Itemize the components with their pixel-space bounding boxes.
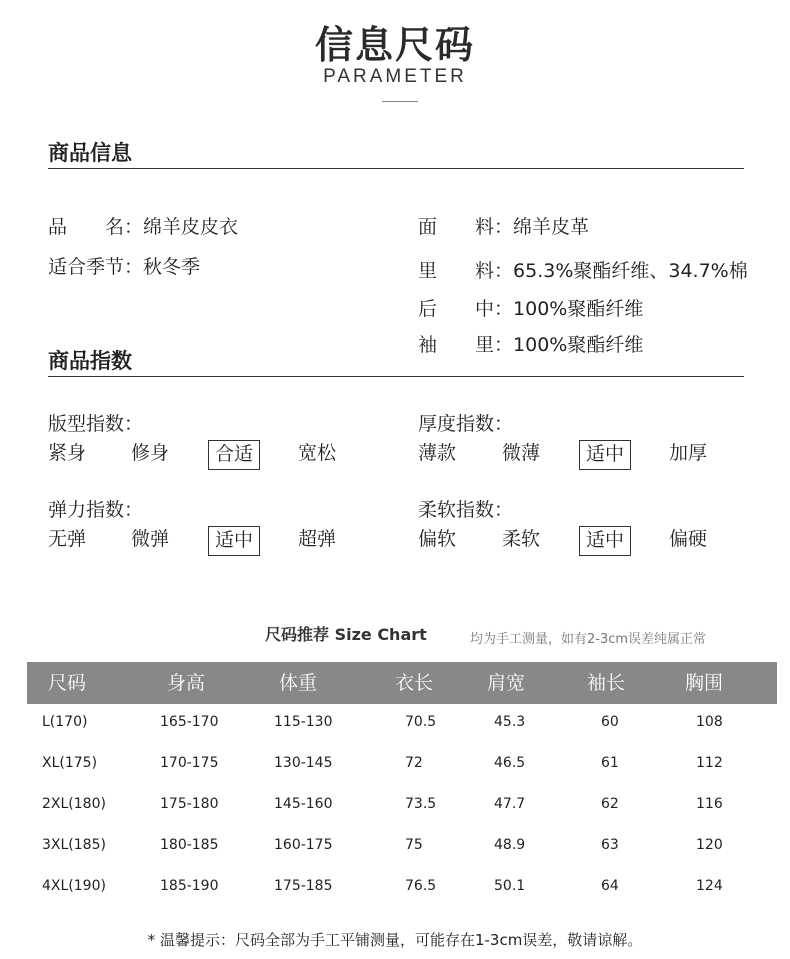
table-cell: 47.7 (494, 796, 526, 812)
info-value: 100%聚酯纤维 (513, 334, 644, 356)
table-cell: 64 (601, 878, 619, 894)
column-header: 尺码 (48, 672, 87, 694)
index-option-selected: 适中 (579, 526, 631, 556)
product-index-divider (48, 376, 744, 377)
column-header: 肩宽 (487, 672, 526, 694)
info-key: 袖 里： (418, 334, 514, 356)
table-cell: 48.9 (494, 837, 526, 853)
table-cell: 112 (696, 755, 723, 771)
table-cell: 120 (696, 837, 723, 853)
table-cell: 108 (696, 714, 723, 730)
table-cell: 124 (696, 878, 723, 894)
info-item-back (418, 294, 643, 321)
info-key: 里 料： (418, 260, 514, 282)
index-label-softness: 柔软指数： (418, 499, 514, 521)
info-key: 面 料： (418, 216, 514, 238)
index-option-selected: 适中 (579, 440, 631, 470)
column-header: 胸围 (685, 672, 724, 694)
column-header: 体重 (279, 672, 318, 694)
footnote: * 温馨提示：尺码全部为手工平铺测量，可能存在1-3cm误差，敬请谅解。 (147, 931, 643, 949)
product-index-heading: 商品指数 (48, 349, 132, 373)
table-cell: 2XL(180) (42, 796, 106, 812)
index-option: 修身 (131, 442, 170, 464)
info-value: 绵羊皮皮衣 (143, 216, 239, 238)
table-cell: 3XL(185) (42, 837, 106, 853)
table-cell: 61 (601, 755, 619, 771)
info-item-sleeve-lining (418, 330, 643, 357)
size-table-header (27, 662, 777, 704)
index-option: 薄款 (418, 442, 457, 464)
table-cell: 62 (601, 796, 619, 812)
table-cell: 63 (601, 837, 619, 853)
index-option: 无弹 (48, 528, 87, 550)
info-item-season (48, 252, 200, 279)
info-key: 适合季节： (48, 256, 144, 278)
info-value: 绵羊皮革 (513, 216, 590, 238)
size-chart-note: 均为手工测量，如有2-3cm误差纯属正常 (470, 632, 707, 647)
info-value: 100%聚酯纤维 (513, 298, 644, 320)
index-option: 柔软 (502, 528, 541, 550)
table-cell: 60 (601, 714, 619, 730)
page-title: 信息尺码 (314, 23, 475, 67)
index-option-selected: 合适 (208, 440, 260, 470)
table-cell: 76.5 (405, 878, 437, 894)
info-item-lining (418, 256, 748, 283)
info-key: 后 中： (418, 298, 514, 320)
product-info-heading: 商品信息 (48, 141, 132, 165)
size-chart-title: 尺码推荐 Size Chart (265, 625, 427, 644)
index-option: 偏软 (418, 528, 457, 550)
index-option: 微弹 (131, 528, 170, 550)
table-cell: 175-185 (274, 878, 333, 894)
table-cell: L(170) (42, 714, 88, 730)
table-cell: 72 (405, 755, 423, 771)
index-option: 偏硬 (669, 528, 708, 550)
product-info-divider (48, 168, 744, 169)
info-value: 65.3%聚酯纤维、34.7%棉 (513, 260, 748, 282)
table-cell: XL(175) (42, 755, 98, 771)
table-cell: 130-145 (274, 755, 333, 771)
table-cell: 115-130 (274, 714, 333, 730)
column-header: 身高 (167, 672, 206, 694)
column-header: 袖长 (587, 672, 626, 694)
index-option: 微薄 (502, 442, 541, 464)
table-cell: 70.5 (405, 714, 437, 730)
table-cell: 170-175 (160, 755, 219, 771)
index-label-elasticity: 弹力指数： (48, 499, 144, 521)
table-cell: 73.5 (405, 796, 437, 812)
subtitle-divider (382, 101, 418, 102)
table-cell: 175-180 (160, 796, 219, 812)
table-cell: 185-190 (160, 878, 219, 894)
table-cell: 145-160 (274, 796, 333, 812)
index-option: 紧身 (48, 442, 87, 464)
info-key: 品 名： (48, 216, 144, 238)
info-item-fabric (418, 212, 589, 239)
index-option-selected: 适中 (208, 526, 260, 556)
index-option: 宽松 (298, 442, 337, 464)
index-option: 超弹 (298, 528, 337, 550)
table-cell: 180-185 (160, 837, 219, 853)
index-option: 加厚 (669, 442, 708, 464)
index-label-thickness: 厚度指数： (418, 413, 514, 435)
table-cell: 46.5 (494, 755, 526, 771)
table-cell: 50.1 (494, 878, 526, 894)
page-subtitle: PARAMETER (323, 66, 467, 87)
table-cell: 116 (696, 796, 723, 812)
table-cell: 160-175 (274, 837, 333, 853)
table-cell: 45.3 (494, 714, 526, 730)
info-value: 秋冬季 (143, 256, 201, 278)
info-item-name (48, 212, 238, 239)
index-label-fit: 版型指数： (48, 413, 144, 435)
column-header: 衣长 (395, 672, 434, 694)
table-cell: 75 (405, 837, 423, 853)
table-cell: 4XL(190) (42, 878, 106, 894)
table-cell: 165-170 (160, 714, 219, 730)
